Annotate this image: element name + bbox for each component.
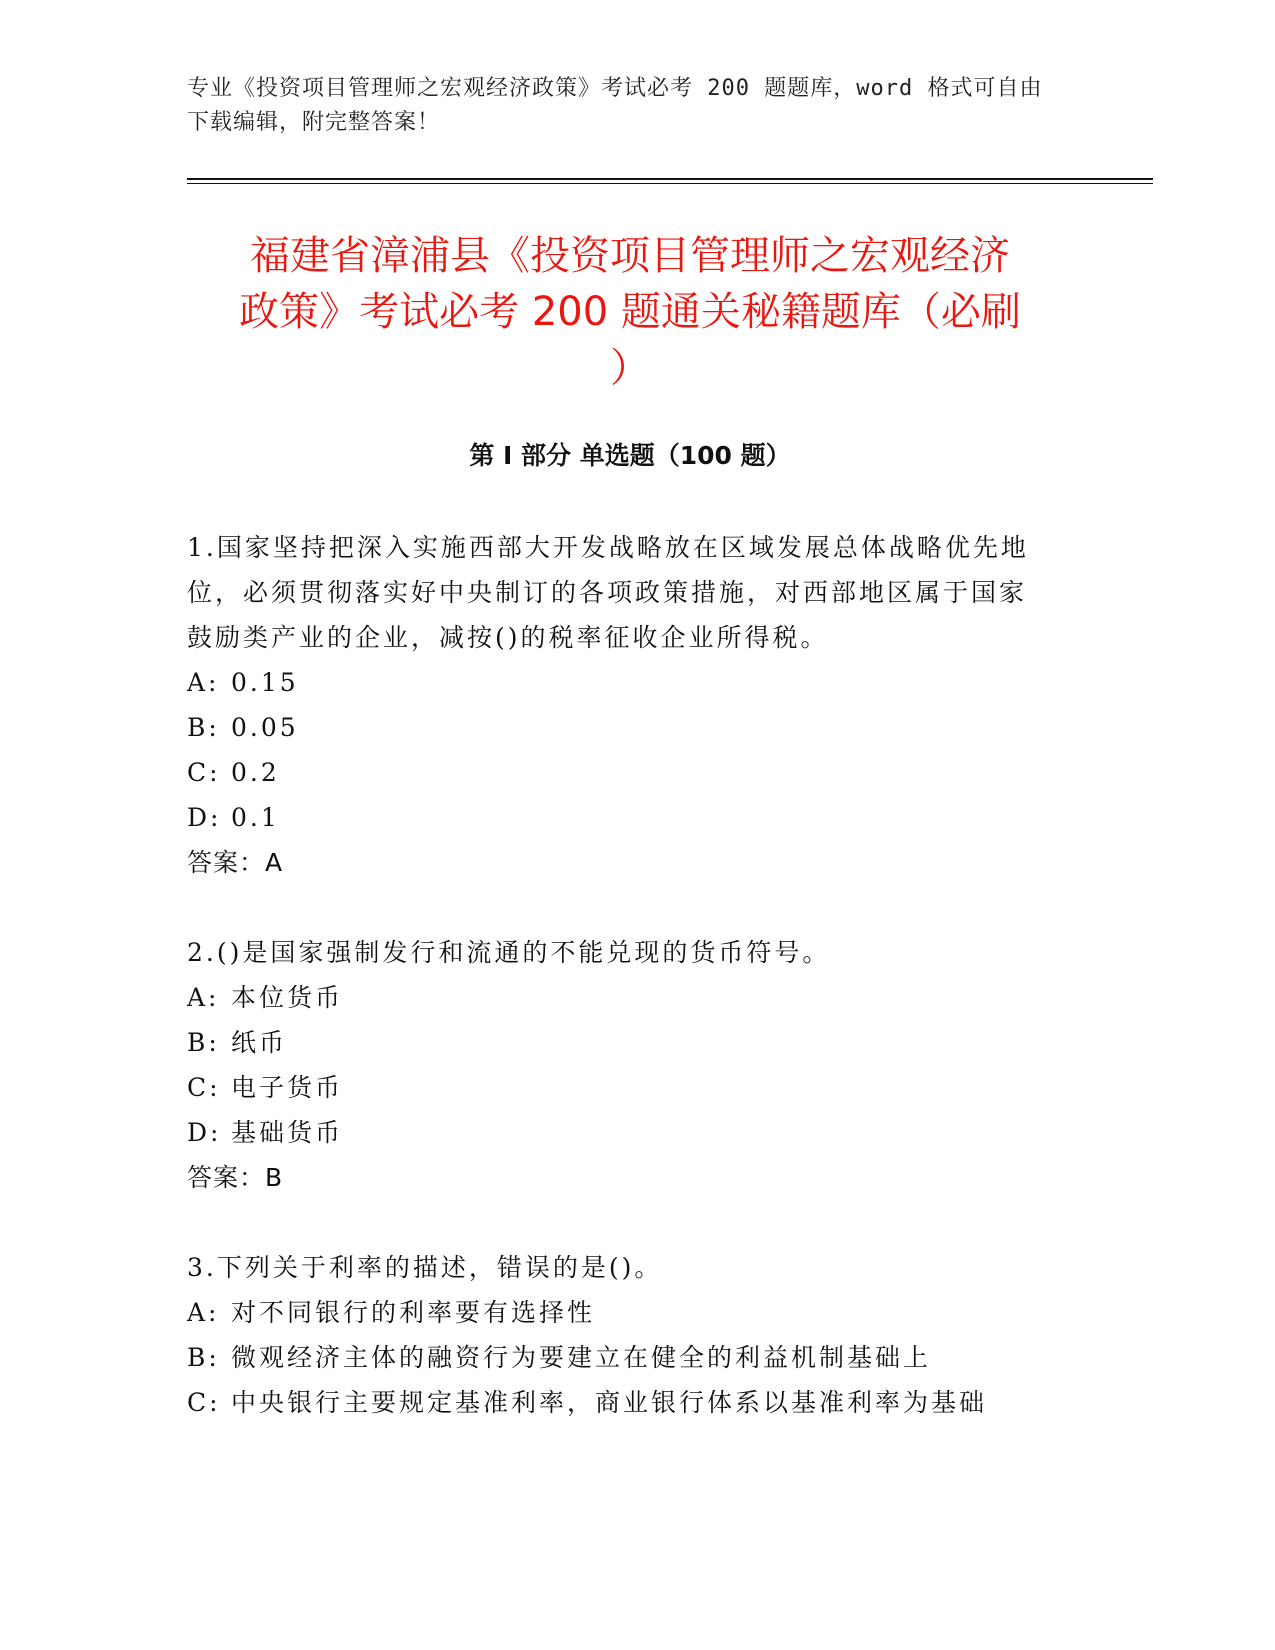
question-3 [187, 1245, 1087, 1425]
option-key: C: [187, 1073, 221, 1102]
answer: 答案：A [187, 848, 284, 877]
header-rule-top [187, 178, 1153, 180]
answer: 答案：B [187, 1163, 284, 1192]
option-key: D: [187, 803, 222, 832]
option-key: B: [187, 713, 220, 742]
document-title [187, 228, 1073, 396]
option-d [187, 795, 1087, 840]
option-b [187, 705, 1087, 750]
option-b [187, 1020, 1087, 1065]
option-c [187, 750, 1087, 795]
option-a [187, 1290, 1087, 1335]
option-text: 中央银行主要规定基准利率，商业银行体系以基准利率为基础 [231, 1388, 988, 1417]
option-text: 基础货币 [231, 1118, 344, 1147]
header-rule-bottom [187, 183, 1153, 184]
option-b [187, 1335, 1087, 1380]
option-key: A: [187, 668, 220, 697]
option-text: 0.15 [231, 668, 299, 697]
option-text: 纸币 [231, 1028, 288, 1057]
question-text-line: 位，必须贯彻落实好中央制订的各项政策措施，对西部地区属于国家 [187, 578, 1028, 607]
option-text: 本位货币 [231, 983, 344, 1012]
question-1 [187, 525, 1087, 885]
option-key: A: [187, 983, 220, 1012]
option-text: 电子货币 [231, 1073, 344, 1102]
question-list [187, 525, 1087, 1425]
question-text-line: 1.国家坚持把深入实施西部大开发战略放在区域发展总体战略优先地 [187, 533, 1029, 562]
question-text-line: 2.()是国家强制发行和流通的不能兑现的货币符号。 [187, 938, 831, 967]
option-key: B: [187, 1028, 220, 1057]
option-text: 0.2 [231, 758, 280, 787]
option-a [187, 975, 1087, 1020]
question-text-line: 鼓励类产业的企业，减按()的税率征收企业所得税。 [187, 623, 829, 652]
option-text: 0.05 [231, 713, 299, 742]
option-key: D: [187, 1118, 222, 1147]
question-spacer [187, 885, 1087, 930]
option-text: 微观经济主体的融资行为要建立在健全的利益机制基础上 [231, 1343, 932, 1372]
question-text-line: 3.下列关于利率的描述，错误的是()。 [187, 1253, 663, 1282]
option-d [187, 1110, 1087, 1155]
header-note-line-1: 专业《投资项目管理师之宏观经济政策》考试必考 200 题题库，word 格式可自由 [187, 76, 1043, 101]
title-line-2: 政策》考试必考 200 题通关秘籍题库（必刷 [239, 289, 1021, 335]
question-spacer [187, 1200, 1087, 1245]
question-2 [187, 930, 1087, 1200]
header-note [187, 72, 1067, 140]
option-c [187, 1065, 1087, 1110]
option-key: B: [187, 1343, 220, 1372]
option-key: A: [187, 1298, 220, 1327]
option-text: 0.1 [231, 803, 280, 832]
option-c [187, 1380, 1087, 1425]
section-title: 第 I 部分 单选题（100 题） [469, 441, 791, 470]
option-key: C: [187, 758, 221, 787]
header-note-line-2: 下载编辑，附完整答案！ [187, 110, 441, 135]
option-a [187, 660, 1087, 705]
option-text: 对不同银行的利率要有选择性 [231, 1298, 596, 1327]
option-key: C: [187, 1388, 221, 1417]
title-line-3: ） [610, 345, 650, 391]
title-line-1: 福建省漳浦县《投资项目管理师之宏观经济 [250, 233, 1010, 279]
